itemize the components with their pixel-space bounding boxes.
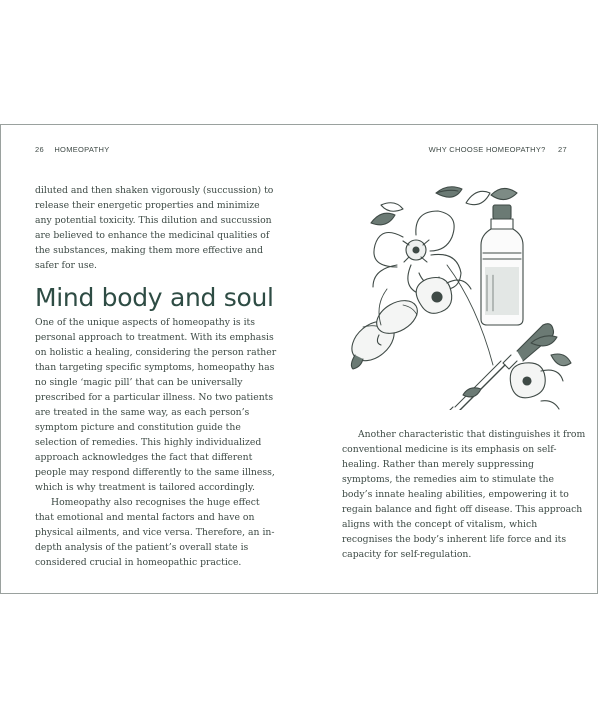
left-page-number: 26 — [35, 145, 44, 154]
left-section-title: HOMEOPATHY — [54, 145, 110, 154]
right-running-head — [429, 145, 567, 154]
rose-hips-icon — [344, 294, 423, 369]
section-heading: Mind body and soul — [35, 283, 274, 312]
book-spread — [0, 124, 598, 594]
left-paragraph-2: Homeopathy also recognises the huge effect that emotional and mental factors and have on physical ailments, and vice versa. Therefore, an in-depth analysis of the patient’s overall state is considered crucial in homeopathic practice. — [35, 497, 275, 568]
rose-hips-and-remedy-bottle-illustration — [341, 175, 576, 410]
right-section-title: WHY CHOOSE HOMEOPATHY? — [428, 145, 546, 154]
remedy-bottle-icon — [481, 205, 523, 325]
right-page-column — [342, 427, 586, 562]
rose-flower-small-icon — [510, 363, 563, 398]
left-paragraph-1: One of the unique aspects of homeopathy is its personal approach to treatment. With its emphasis on holistic a healing, considering the person rather than targeting specific symptoms, homeopathy has no single ‘magic pill’ that can be universally prescribed for a particular illness. No two patients are treated in the same way, as each person’s symptom picture and constitution guide the selection of remedies. This highly individualized approach acknowledges the fact that different people may respond differently to the same illness, which is why treatment is tailored accordingly. — [35, 317, 277, 493]
right-paragraph-1: Another characteristic that distinguishes it from conventional medicine is its emphasis on self-healing. Rather than merely suppressing symptoms, the remedies aim to stimulate the body’s innate healing abilities, empowering it to regain balance and fight off disease. This approach aligns with the concept of vitalism, which recognises the body’s inherent life force and its capacity for self-regulation. — [342, 429, 586, 560]
left-page-column — [35, 183, 279, 570]
right-page-number: 27 — [558, 145, 567, 154]
intro-paragraph: diluted and then shaken vigorously (succussion) to release their energetic properties and minimize any potential toxicity. This dilution and succussion are believed to enhance the medicinal qualities of the substances, making them more effective and safer for use. — [35, 185, 274, 271]
left-running-head — [35, 145, 110, 154]
